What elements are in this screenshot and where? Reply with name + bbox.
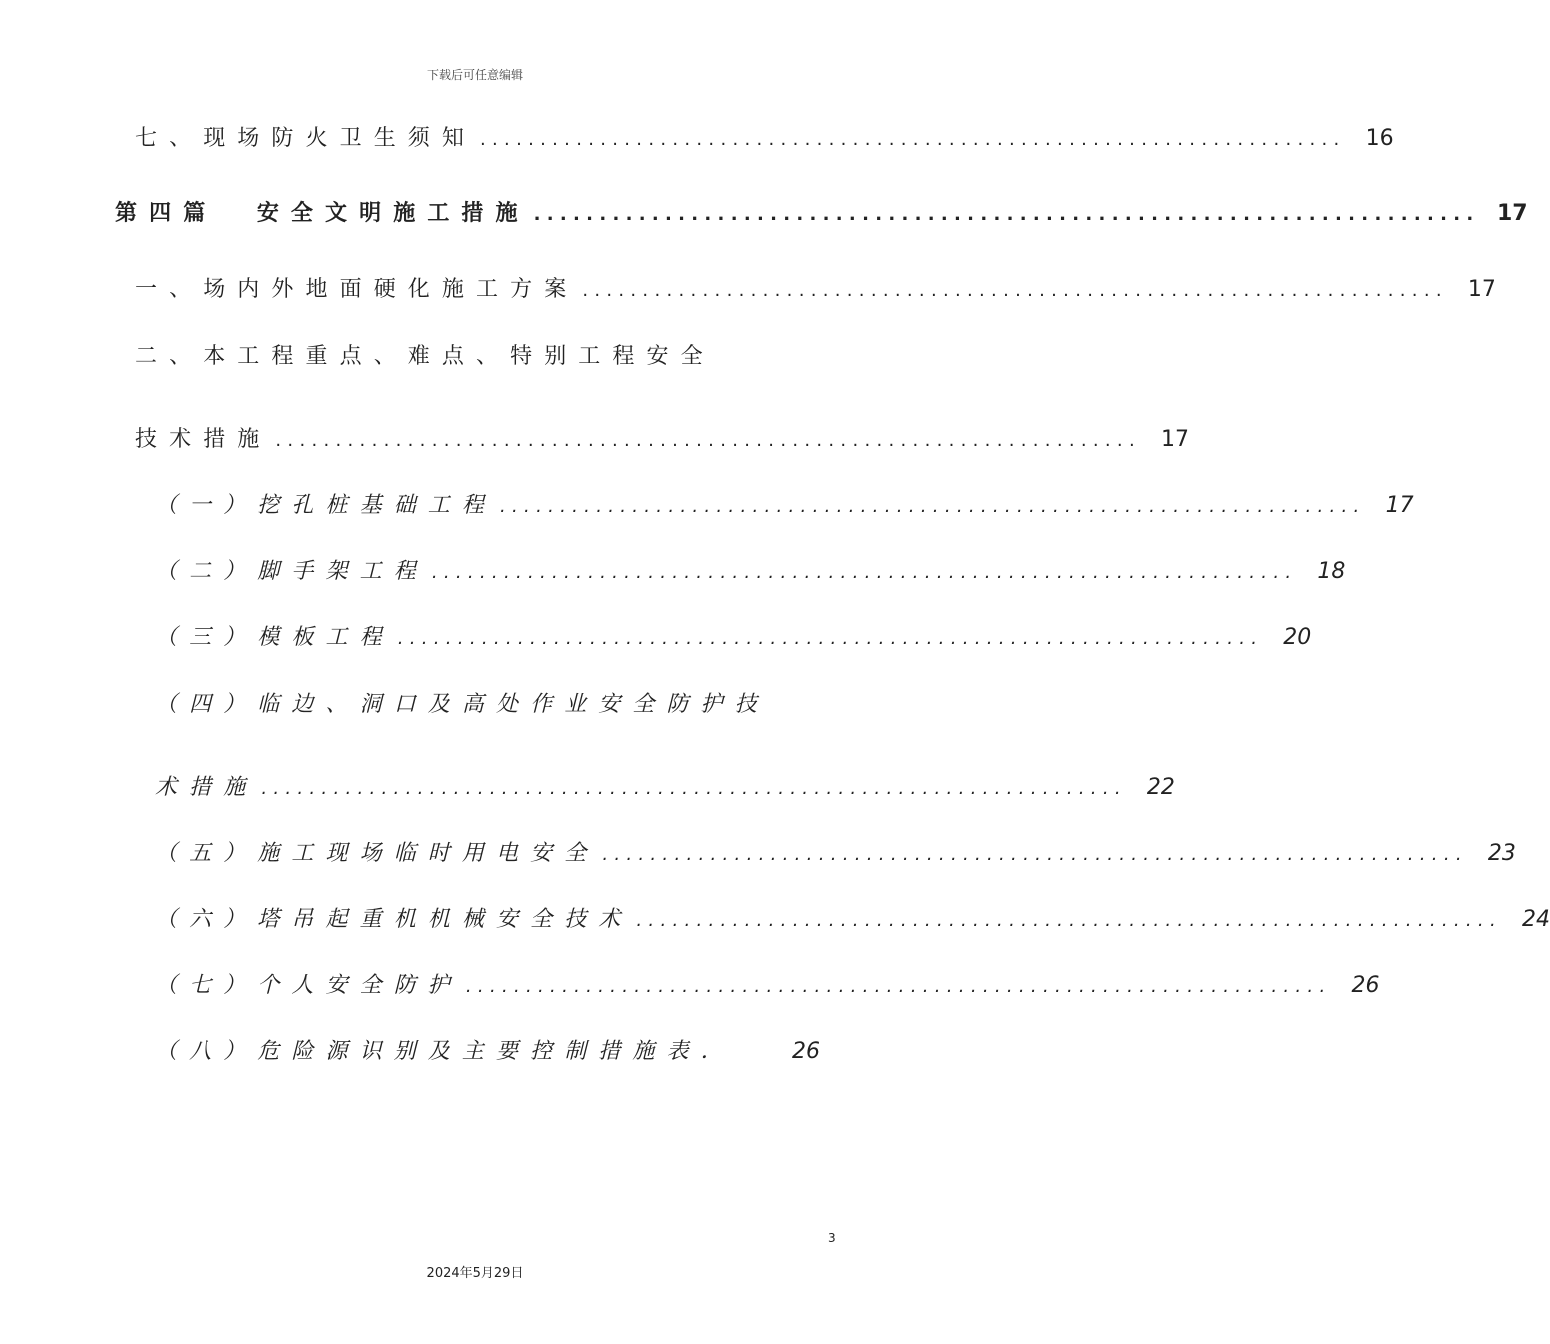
toc-entry-title: （八）危险源识别及主要控制措施表． xyxy=(155,1039,735,1064)
toc-entry-title: 术措施 xyxy=(155,775,258,800)
toc-entry[interactable] xyxy=(155,839,1516,870)
page-header: 下载后可任意编辑 xyxy=(426,68,523,82)
toc-leader-dots: ........................................................................ xyxy=(602,844,1468,865)
toc-entry[interactable] xyxy=(135,124,1394,155)
toc-entry-title: 第四篇 安全文明施工措施 xyxy=(115,201,530,226)
toc-entry[interactable] xyxy=(155,773,1175,804)
toc-entry[interactable] xyxy=(155,557,1346,588)
toc-leader-dots: ........................................................................ xyxy=(636,910,1502,931)
toc-entry-title: （六）塔吊起重机机械安全技术 xyxy=(155,907,633,932)
toc-entry-page: 22 xyxy=(1146,775,1175,800)
toc-entry-title: 技术措施 xyxy=(135,427,272,452)
toc-entry-page: 20 xyxy=(1283,625,1312,650)
page-number: 3 xyxy=(828,1231,836,1245)
toc-entry-title: （五）施工现场临时用电安全 xyxy=(155,841,599,866)
toc-leader-dots: ........................................................................ xyxy=(397,628,1264,649)
toc-entry-title: 一、场内外地面硬化施工方案 xyxy=(135,277,579,302)
toc-leader-dots: ........................................................................ xyxy=(500,496,1366,517)
toc-entry-page: 17 xyxy=(1467,277,1496,302)
toc-entry-page: 26 xyxy=(1351,973,1380,998)
toc-entry-page: 26 xyxy=(792,1039,820,1064)
toc-entry[interactable] xyxy=(155,905,1550,936)
toc-entry-page: 17 xyxy=(1496,201,1528,226)
toc-leader-dots: ........................................................................ xyxy=(533,204,1480,225)
toc-leader-dots: ........................................................................ xyxy=(582,280,1448,301)
toc-entry-title: （二）脚手架工程 xyxy=(155,559,428,584)
toc-entry-page: 17 xyxy=(1385,493,1414,518)
toc-entry-page: 17 xyxy=(1160,427,1189,452)
toc-entry-page: 23 xyxy=(1487,841,1516,866)
toc-leader-dots: ........................................................................ xyxy=(261,778,1127,799)
toc-entry[interactable] xyxy=(155,623,1312,654)
toc-entry[interactable] xyxy=(135,275,1496,306)
toc-entry-title: （一）挖孔桩基础工程 xyxy=(155,493,497,518)
toc-entry[interactable] xyxy=(155,491,1414,522)
toc-leader-dots: ........................................................................ xyxy=(465,976,1332,997)
toc-entry[interactable] xyxy=(115,199,1528,230)
toc-entry-title: （七）个人安全防护 xyxy=(155,973,462,998)
toc-entry[interactable] xyxy=(155,971,1380,1002)
toc-entry-title: （四）临边、洞口及高处作业安全防护技 xyxy=(155,692,769,717)
toc-entry-wrapped[interactable] xyxy=(135,342,715,372)
toc-leader-dots: ........................................................................ xyxy=(431,562,1298,583)
toc-entry-title: 七、现场防火卫生须知 xyxy=(135,126,477,151)
toc-entry-wrapped[interactable] xyxy=(155,690,769,720)
toc-leader-dots: ........................................................................ xyxy=(480,129,1346,150)
toc-entry[interactable] xyxy=(155,1037,820,1067)
toc-entry-title: 二、本工程重点、难点、特别工程安全 xyxy=(135,344,715,369)
toc-entry-page: 24 xyxy=(1521,907,1550,932)
footer-date: 2024年5月29日 xyxy=(426,1266,524,1281)
toc-leader-dots: ........................................................................ xyxy=(275,430,1141,451)
toc-entry-page: 18 xyxy=(1317,559,1346,584)
toc-entry[interactable] xyxy=(135,425,1189,456)
toc-entry-title: （三）模板工程 xyxy=(155,625,394,650)
toc-entry-page: 16 xyxy=(1365,126,1394,151)
